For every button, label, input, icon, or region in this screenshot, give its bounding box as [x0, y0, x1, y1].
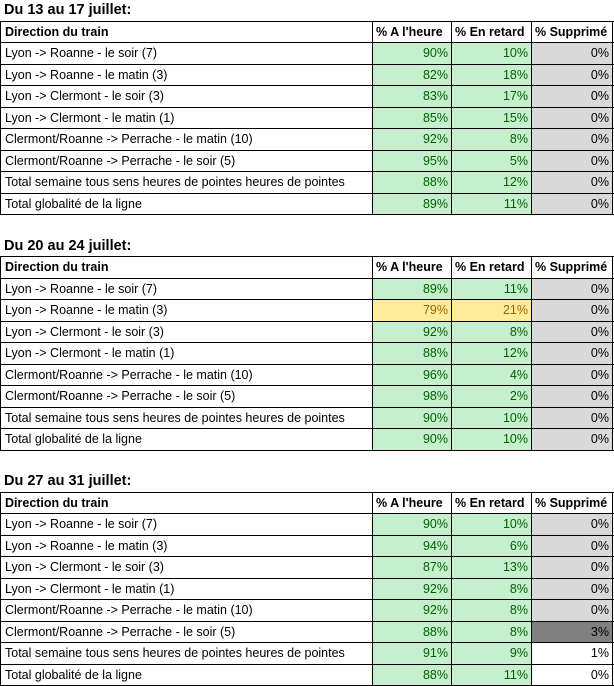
cell-late[interactable]: 8%: [452, 622, 532, 643]
cell-on-time[interactable]: 92%: [373, 579, 452, 600]
cell-late[interactable]: 17%: [452, 86, 532, 107]
cell-direction[interactable]: Total globalité de la ligne: [1, 194, 373, 215]
cell-cancelled[interactable]: 0%: [532, 300, 613, 321]
cell-direction[interactable]: Clermont/Roanne -> Perrache - le soir (5): [1, 622, 373, 643]
table-row: [1, 194, 614, 216]
cell-cancelled[interactable]: 0%: [532, 600, 613, 621]
section-title[interactable]: Du 13 au 17 juillet:: [0, 0, 614, 21]
cell-cancelled[interactable]: 0%: [532, 86, 613, 107]
cell-direction[interactable]: Lyon -> Roanne - le matin (3): [1, 536, 373, 557]
table-row: [1, 665, 614, 686]
cell-on-time[interactable]: 96%: [373, 365, 452, 386]
cell-late[interactable]: 18%: [452, 65, 532, 86]
section-title-row: [0, 236, 614, 257]
header-direction[interactable]: Direction du train: [1, 22, 373, 43]
table-row: [1, 151, 614, 173]
cell-cancelled[interactable]: 0%: [532, 536, 613, 557]
cell-on-time[interactable]: 82%: [373, 65, 452, 86]
cell-on-time[interactable]: 91%: [373, 643, 452, 664]
table-header-row: [1, 21, 614, 44]
cell-on-time[interactable]: 94%: [373, 536, 452, 557]
cell-on-time[interactable]: 89%: [373, 194, 452, 215]
data-table: [0, 256, 614, 451]
table-row: [1, 322, 614, 344]
cell-on-time[interactable]: 92%: [373, 600, 452, 621]
table-row: [1, 343, 614, 365]
data-table: [0, 492, 614, 686]
cell-direction[interactable]: Lyon -> Clermont - le matin (1): [1, 579, 373, 600]
blank-spacer-row[interactable]: [0, 215, 614, 236]
table-header-row: [1, 492, 614, 515]
cell-cancelled[interactable]: 0%: [532, 43, 613, 64]
cell-late[interactable]: 2%: [452, 386, 532, 407]
cell-cancelled[interactable]: 0%: [532, 343, 613, 364]
cell-on-time[interactable]: 87%: [373, 557, 452, 578]
cell-on-time[interactable]: 92%: [373, 322, 452, 343]
header-direction[interactable]: Direction du train: [1, 257, 373, 278]
cell-on-time[interactable]: 83%: [373, 86, 452, 107]
cell-cancelled[interactable]: 0%: [532, 365, 613, 386]
table-row: [1, 579, 614, 601]
cell-direction[interactable]: Lyon -> Roanne - le matin (3): [1, 65, 373, 86]
cell-cancelled[interactable]: 0%: [532, 557, 613, 578]
cell-on-time[interactable]: 85%: [373, 108, 452, 129]
table-row: [1, 108, 614, 130]
header-cancelled[interactable]: % Supprimé: [532, 493, 613, 514]
cell-direction[interactable]: Lyon -> Clermont - le soir (3): [1, 557, 373, 578]
cell-late[interactable]: 10%: [452, 514, 532, 535]
table-row: [1, 300, 614, 322]
header-cancelled[interactable]: % Supprimé: [532, 257, 613, 278]
table-row: [1, 86, 614, 108]
cell-on-time[interactable]: 88%: [373, 622, 452, 643]
cell-cancelled[interactable]: 0%: [532, 514, 613, 535]
cell-late[interactable]: 21%: [452, 300, 532, 321]
cell-late[interactable]: 12%: [452, 343, 532, 364]
cell-direction[interactable]: Total semaine tous sens heures de pointes heures de pointes: [1, 408, 373, 429]
cell-direction[interactable]: Total semaine tous sens heures de pointes heures de pointes: [1, 643, 373, 664]
cell-cancelled[interactable]: 0%: [532, 322, 613, 343]
cell-cancelled[interactable]: 0%: [532, 172, 613, 193]
header-late[interactable]: % En retard: [452, 257, 532, 278]
table-header-row: [1, 256, 614, 279]
cell-cancelled[interactable]: 0%: [532, 279, 613, 300]
cell-cancelled[interactable]: 0%: [532, 408, 613, 429]
cell-on-time[interactable]: 79%: [373, 300, 452, 321]
cell-direction[interactable]: Clermont/Roanne -> Perrache - le matin (10): [1, 365, 373, 386]
cell-late[interactable]: 15%: [452, 108, 532, 129]
data-table: [0, 21, 614, 216]
section-title-row: [0, 0, 614, 21]
cell-direction[interactable]: Lyon -> Clermont - le soir (3): [1, 86, 373, 107]
cell-direction[interactable]: Lyon -> Roanne - le soir (7): [1, 279, 373, 300]
table-row: [1, 365, 614, 387]
cell-late[interactable]: 8%: [452, 579, 532, 600]
cell-on-time[interactable]: 95%: [373, 151, 452, 172]
cell-cancelled[interactable]: 0%: [532, 151, 613, 172]
table-row: [1, 65, 614, 87]
cell-direction[interactable]: Total globalité de la ligne: [1, 665, 373, 686]
cell-late[interactable]: 10%: [452, 43, 532, 64]
cell-on-time[interactable]: 88%: [373, 343, 452, 364]
cell-cancelled[interactable]: 1%: [532, 643, 613, 664]
header-late[interactable]: % En retard: [452, 493, 532, 514]
cell-late[interactable]: 10%: [452, 429, 532, 450]
cell-cancelled[interactable]: 0%: [532, 665, 613, 686]
cell-late[interactable]: 8%: [452, 129, 532, 150]
cell-cancelled[interactable]: 0%: [532, 129, 613, 150]
cell-late[interactable]: 8%: [452, 600, 532, 621]
cell-late[interactable]: 10%: [452, 408, 532, 429]
section-title[interactable]: Du 27 au 31 juillet:: [0, 471, 614, 492]
cell-direction[interactable]: Clermont/Roanne -> Perrache - le soir (5): [1, 151, 373, 172]
cell-cancelled[interactable]: 0%: [532, 579, 613, 600]
cell-late[interactable]: 5%: [452, 151, 532, 172]
cell-direction[interactable]: Lyon -> Roanne - le soir (7): [1, 43, 373, 64]
section-title[interactable]: Du 20 au 24 juillet:: [0, 236, 614, 257]
cell-cancelled[interactable]: 0%: [532, 386, 613, 407]
cell-direction[interactable]: Total globalité de la ligne: [1, 429, 373, 450]
cell-direction[interactable]: Total semaine tous sens heures de pointes heures de pointes: [1, 172, 373, 193]
table-row: [1, 600, 614, 622]
cell-late[interactable]: 4%: [452, 365, 532, 386]
cell-late[interactable]: 8%: [452, 322, 532, 343]
table-row: [1, 429, 614, 451]
cell-cancelled[interactable]: 0%: [532, 429, 613, 450]
cell-late[interactable]: 6%: [452, 536, 532, 557]
cell-on-time[interactable]: 88%: [373, 172, 452, 193]
cell-on-time[interactable]: 90%: [373, 43, 452, 64]
table-row: [1, 514, 614, 536]
table-row: [1, 536, 614, 558]
cell-on-time[interactable]: 88%: [373, 665, 452, 686]
table-row: [1, 43, 614, 65]
header-late[interactable]: % En retard: [452, 22, 532, 43]
section-title-row: [0, 471, 614, 492]
cell-on-time[interactable]: 89%: [373, 279, 452, 300]
cell-cancelled[interactable]: 0%: [532, 108, 613, 129]
cell-on-time[interactable]: 90%: [373, 429, 452, 450]
cell-direction[interactable]: Lyon -> Clermont - le soir (3): [1, 322, 373, 343]
cell-cancelled[interactable]: 0%: [532, 194, 613, 215]
cell-direction[interactable]: Clermont/Roanne -> Perrache - le matin (10): [1, 129, 373, 150]
cell-late[interactable]: 11%: [452, 279, 532, 300]
table-row: [1, 643, 614, 665]
cell-cancelled[interactable]: 3%: [532, 622, 613, 643]
blank-spacer-row[interactable]: [0, 451, 614, 472]
table-row: [1, 386, 614, 408]
header-cancelled[interactable]: % Supprimé: [532, 22, 613, 43]
cell-cancelled[interactable]: 0%: [532, 65, 613, 86]
cell-direction[interactable]: Clermont/Roanne -> Perrache - le soir (5): [1, 386, 373, 407]
table-row: [1, 172, 614, 194]
cell-late[interactable]: 9%: [452, 643, 532, 664]
cell-direction[interactable]: Lyon -> Clermont - le matin (1): [1, 108, 373, 129]
cell-direction[interactable]: Lyon -> Roanne - le matin (3): [1, 300, 373, 321]
cell-late[interactable]: 11%: [452, 665, 532, 686]
cell-late[interactable]: 13%: [452, 557, 532, 578]
table-row: [1, 279, 614, 301]
cell-late[interactable]: 12%: [452, 172, 532, 193]
table-row: [1, 622, 614, 644]
cell-late[interactable]: 11%: [452, 194, 532, 215]
table-row: [1, 408, 614, 430]
cell-direction[interactable]: Lyon -> Roanne - le soir (7): [1, 514, 373, 535]
table-row: [1, 129, 614, 151]
cell-on-time[interactable]: 90%: [373, 514, 452, 535]
header-on-time[interactable]: % A l'heure: [373, 257, 452, 278]
header-direction[interactable]: Direction du train: [1, 493, 373, 514]
header-on-time[interactable]: % A l'heure: [373, 22, 452, 43]
cell-on-time[interactable]: 92%: [373, 129, 452, 150]
table-row: [1, 557, 614, 579]
cell-on-time[interactable]: 90%: [373, 408, 452, 429]
header-on-time[interactable]: % A l'heure: [373, 493, 452, 514]
cell-direction[interactable]: Lyon -> Clermont - le matin (1): [1, 343, 373, 364]
cell-direction[interactable]: Clermont/Roanne -> Perrache - le matin (10): [1, 600, 373, 621]
cell-on-time[interactable]: 98%: [373, 386, 452, 407]
